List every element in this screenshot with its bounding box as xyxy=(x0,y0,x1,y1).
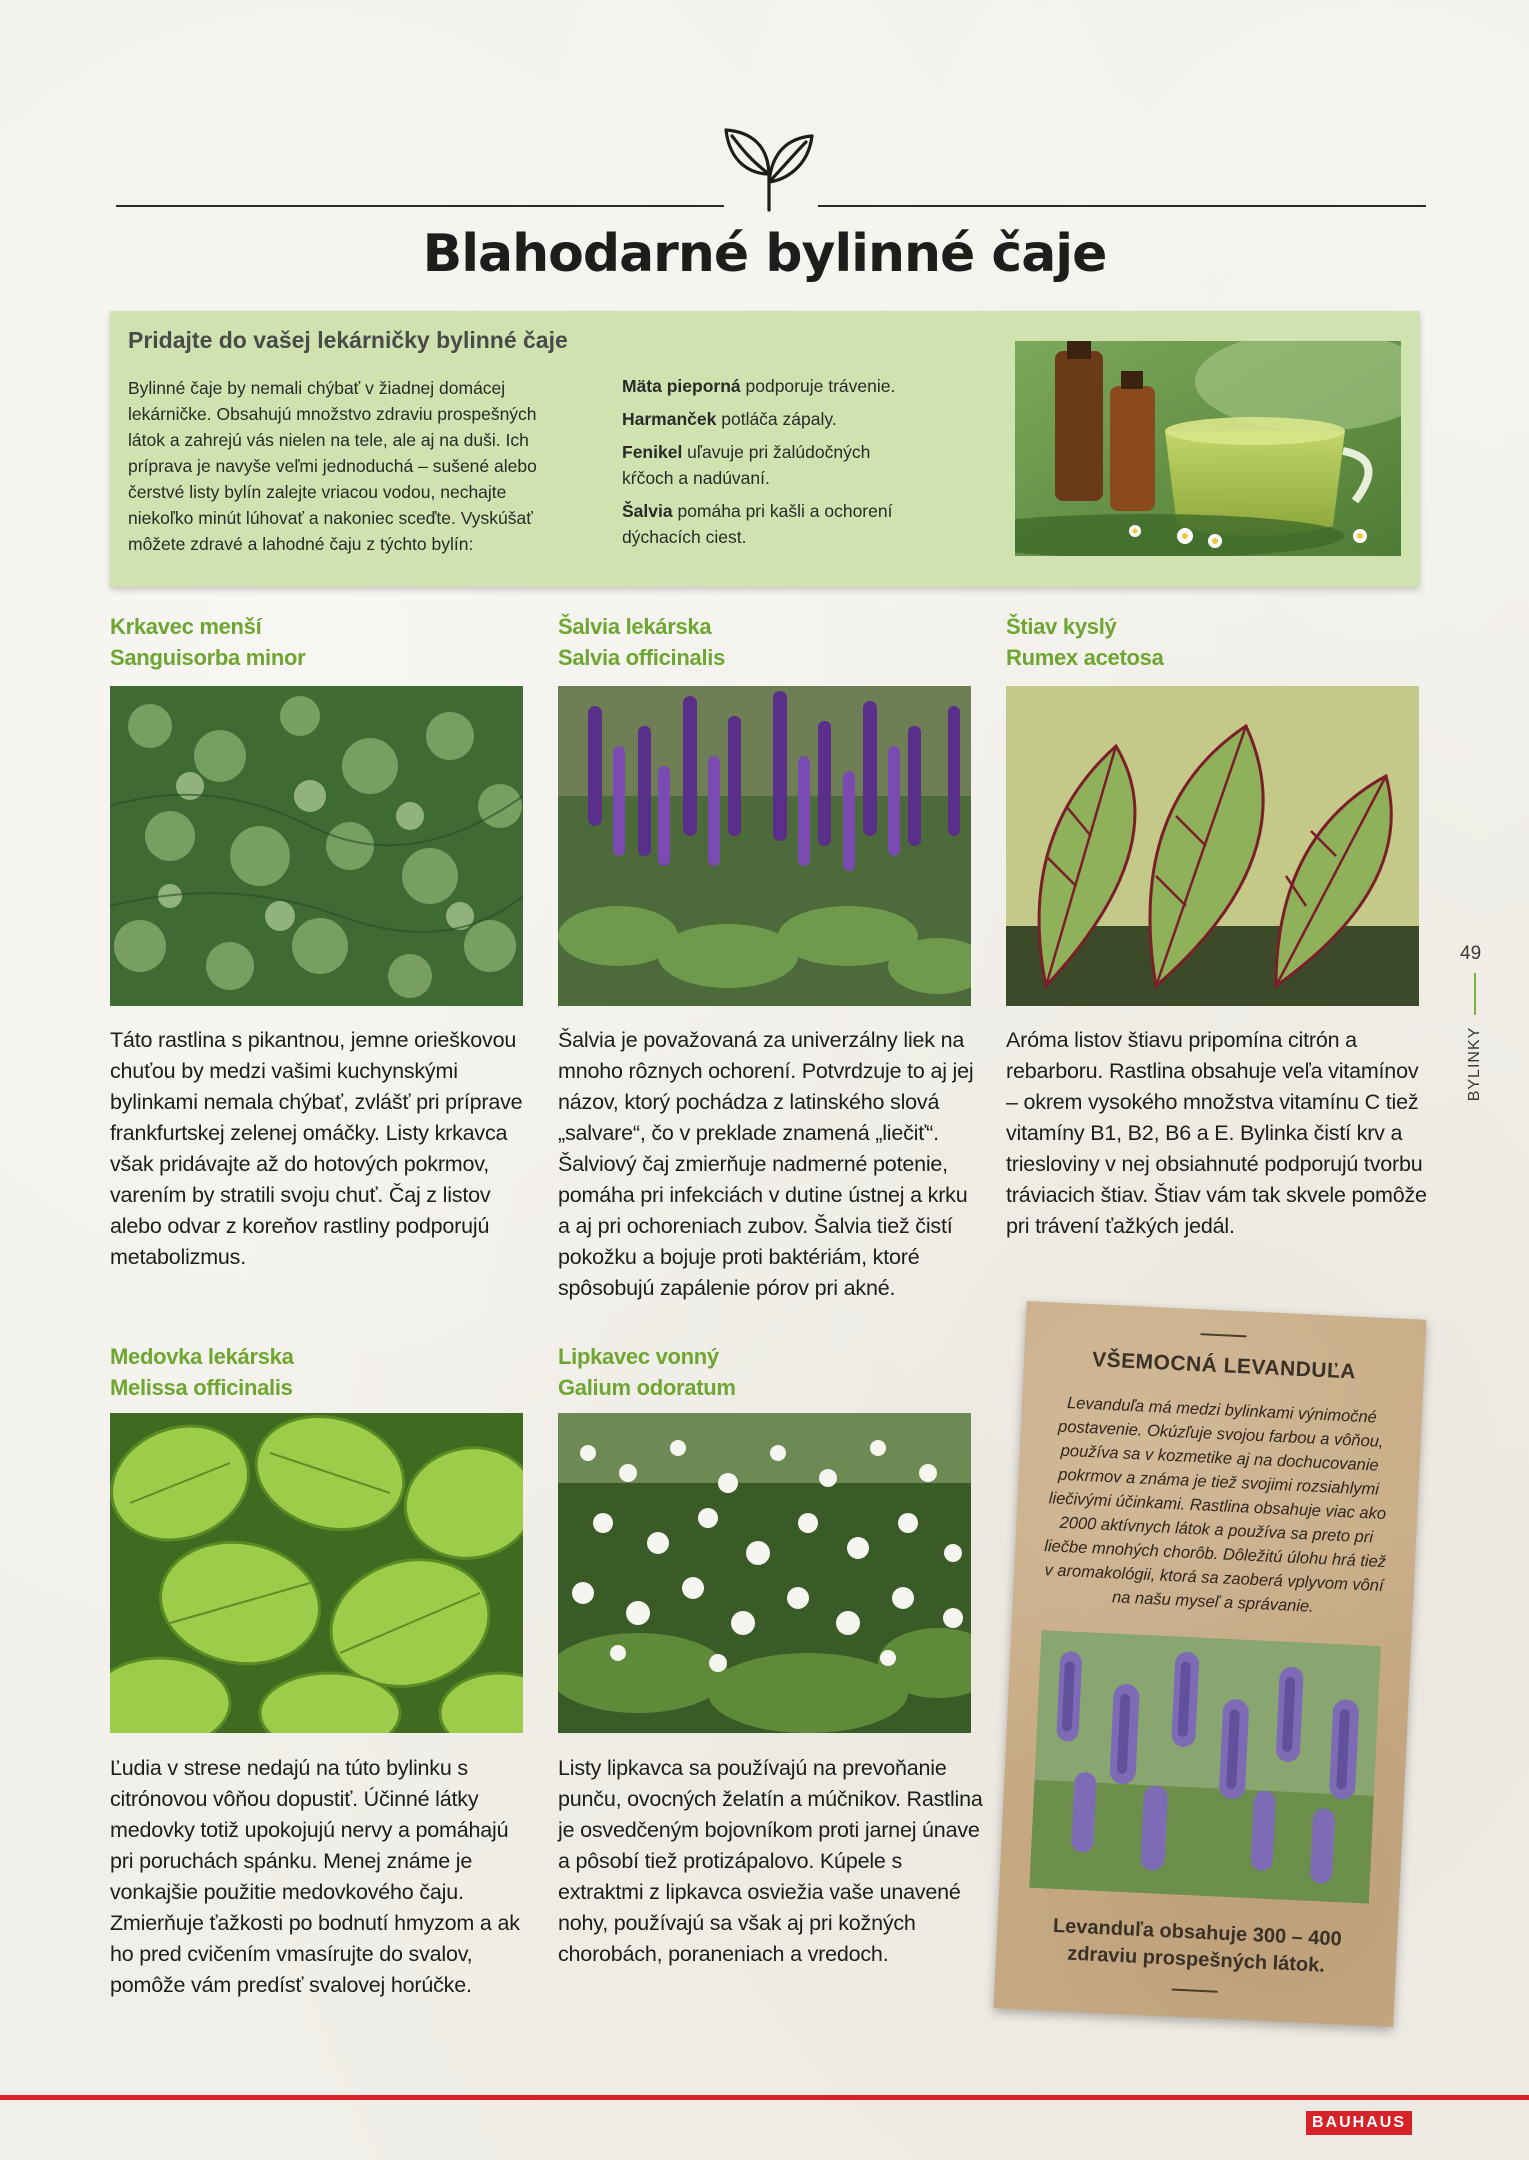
plant-latin-name: Sanguisorba minor xyxy=(110,645,306,670)
herb-benefit-list xyxy=(622,373,922,557)
herb-name: Harmanček xyxy=(622,409,717,429)
page-number: 49 xyxy=(1460,943,1482,964)
stiav-photo xyxy=(1006,686,1419,1006)
herb-benefit-item xyxy=(622,373,922,399)
plant-description-medovka: Ľudia v strese nedajú na túto bylinku s citrónovou vôňou dopustiť. Účinné látky medovky totiž upokojujú nervy a pomáhajú pri poruchách spánku. Menej známe je vonkajšie použitie medovkového čaju. Zmierňuje ťažkosti po bodnutí hmyzom a ak ho pred cvičením vmasírujte do svalov, pomôže vám predísť svalovej horúčke. xyxy=(110,1756,520,1997)
krkavec-photo xyxy=(110,686,523,1006)
plant-title-salvia xyxy=(558,611,725,673)
lavender-heading: VŠEMOCNÁ LEVANDUĽA xyxy=(1091,1348,1357,1384)
header-rule-right xyxy=(818,205,1426,207)
header-rule-left xyxy=(116,205,724,207)
plant-title-krkavec xyxy=(110,611,305,673)
herb-benefit-item xyxy=(622,439,922,491)
intro-box xyxy=(110,311,1420,587)
herb-benefit: podporuje trávenie. xyxy=(740,376,896,396)
herb-name: Šalvia xyxy=(622,501,673,521)
footer-rule xyxy=(0,2095,1529,2100)
lavender-info-card xyxy=(994,1301,1427,2027)
herb-benefit-item xyxy=(622,406,922,432)
bauhaus-logo: BAUHAUS xyxy=(1306,2111,1412,2135)
divider xyxy=(1172,1989,1218,1993)
herb-benefit-item xyxy=(622,498,922,550)
lipkavec-photo xyxy=(558,1413,971,1733)
plant-common-name: Krkavec menší xyxy=(110,614,262,639)
tea-photo xyxy=(1015,341,1401,556)
section-label: BYLINKY xyxy=(1466,1026,1483,1102)
plant-latin-name: Salvia officinalis xyxy=(558,645,726,670)
intro-heading: Pridajte do vašej lekárničky bylinné čaje xyxy=(128,327,568,353)
plant-common-name: Štiav kyslý xyxy=(1006,614,1117,639)
herb-benefit: pomáha pri kašli a ochorení dýchacích ciest. xyxy=(622,501,893,547)
plant-title-medovka xyxy=(110,1341,294,1403)
medovka-photo xyxy=(110,1413,523,1733)
plant-title-stiav xyxy=(1006,611,1164,673)
lavender-caption: Levanduľa obsahuje 300 – 400 zdraviu prospešných látok. xyxy=(1052,1914,1343,1977)
plant-common-name: Medovka lekárska xyxy=(110,1344,294,1369)
herb-name: Mäta pieporná xyxy=(622,376,741,396)
plant-common-name: Šalvia lekárska xyxy=(558,614,712,639)
side-tab-rule xyxy=(1474,973,1476,1015)
leaf-sprout-icon xyxy=(722,122,816,212)
page-title: Blahodarné bylinné čaje xyxy=(422,224,1107,284)
plant-latin-name: Rumex acetosa xyxy=(1006,645,1164,670)
herb-benefit: potláča zápaly. xyxy=(716,409,837,429)
plant-description-stiav: Aróma listov štiavu pripomína citrón a rebarboru. Rastlina obsahuje veľa vitamínov – okrem vysokého množstva vitamínu C tiež vitamíny B1, B2, B6 a E. Bylinka čistí krv a triesloviny v nej obsiahnuté podporujú tvorbu tráviacich štiav. Štiav vám tak skvele pomôže pri trávení ťažkých jedál. xyxy=(1006,1028,1427,1238)
herb-benefit: uľavuje pri žalúdočných kŕčoch a nadúvaní. xyxy=(622,442,871,488)
plant-latin-name: Galium odoratum xyxy=(558,1375,736,1400)
intro-text: Bylinné čaje by nemali chýbať v žiadnej domácej lekárničke. Obsahujú množstvo zdraviu prospešných látok a zahrejú vás nielen na tele, ale aj na duši. Ich príprava je navyše veľmi jednoduchá – sušené alebo čerstvé listy bylín zalejte vriacou vodou, nechajte niekoľko minút lúhovať a nakoniec sceďte. Vyskúšať môžete zdravé a lahodné čaju z týchto bylín: xyxy=(128,378,537,554)
lavender-photo xyxy=(1029,1630,1381,1904)
lavender-text: Levanduľa má medzi bylinkami výnimočné postavenie. Okúzľuje svojou farbou a vôňou, používa sa v kozmetike aj na dochucovanie pokrmov a známa je tiež svojimi rozsiahlymi liečivými účinkami. Rastlina obsahuje viac ako 2000 aktívnych látok a používa sa preto pri liečbe mnohých chorôb. Dôležitú úlohu hrá tiež v aromakológii, ktorá sa zaoberá vplyvom vôní na našu myseľ a správanie. xyxy=(1043,1393,1387,1616)
plant-description-lipkavec: Listy lipkavca sa používajú na prevoňanie punču, ovocných želatín a múčnikov. Rastlina je osvedčeným bojovníkom proti jarnej únave a pôsobí tiež protizápalovo. Kúpele s extraktmi z lipkavca osviežia vaše unavené nohy, používajú sa však aj pri kožných chorobách, poraneniach a vredoch. xyxy=(558,1756,983,1966)
divider xyxy=(1200,1333,1246,1337)
salvia-photo xyxy=(558,686,971,1006)
herb-name: Fenikel xyxy=(622,442,683,462)
plant-description-krkavec: Táto rastlina s pikantnou, jemne orieškovou chuťou by medzi vašimi kuchynskými bylinkami nemala chýbať, zvlášť pri príprave frankfurtskej zelenej omáčky. Listy krkavca však pridávajte až do hotových pokrmov, varením by stratili svoju chuť. Čaj z listov alebo odvar z koreňov rastliny podporujú metabolizmus. xyxy=(110,1028,523,1269)
plant-description-salvia: Šalvia je považovaná za univerzálny liek na mnoho rôznych ochorení. Potvrdzuje to aj jej názov, ktorý pochádza z latinského slová „salvare“, čo v preklade znamená „liečiť“. Šalviový čaj zmierňuje nadmerné potenie, pomáha pri infekciách v dutine ústnej a krku a aj pri ochoreniach zubov. Šalvia tiež čistí pokožku a bojuje proti baktériám, ktoré spôsobujú zapálenie pórov pri akné. xyxy=(558,1028,974,1300)
plant-title-lipkavec xyxy=(558,1341,736,1403)
plant-latin-name: Melissa officinalis xyxy=(110,1375,293,1400)
plant-common-name: Lipkavec vonný xyxy=(558,1344,719,1369)
